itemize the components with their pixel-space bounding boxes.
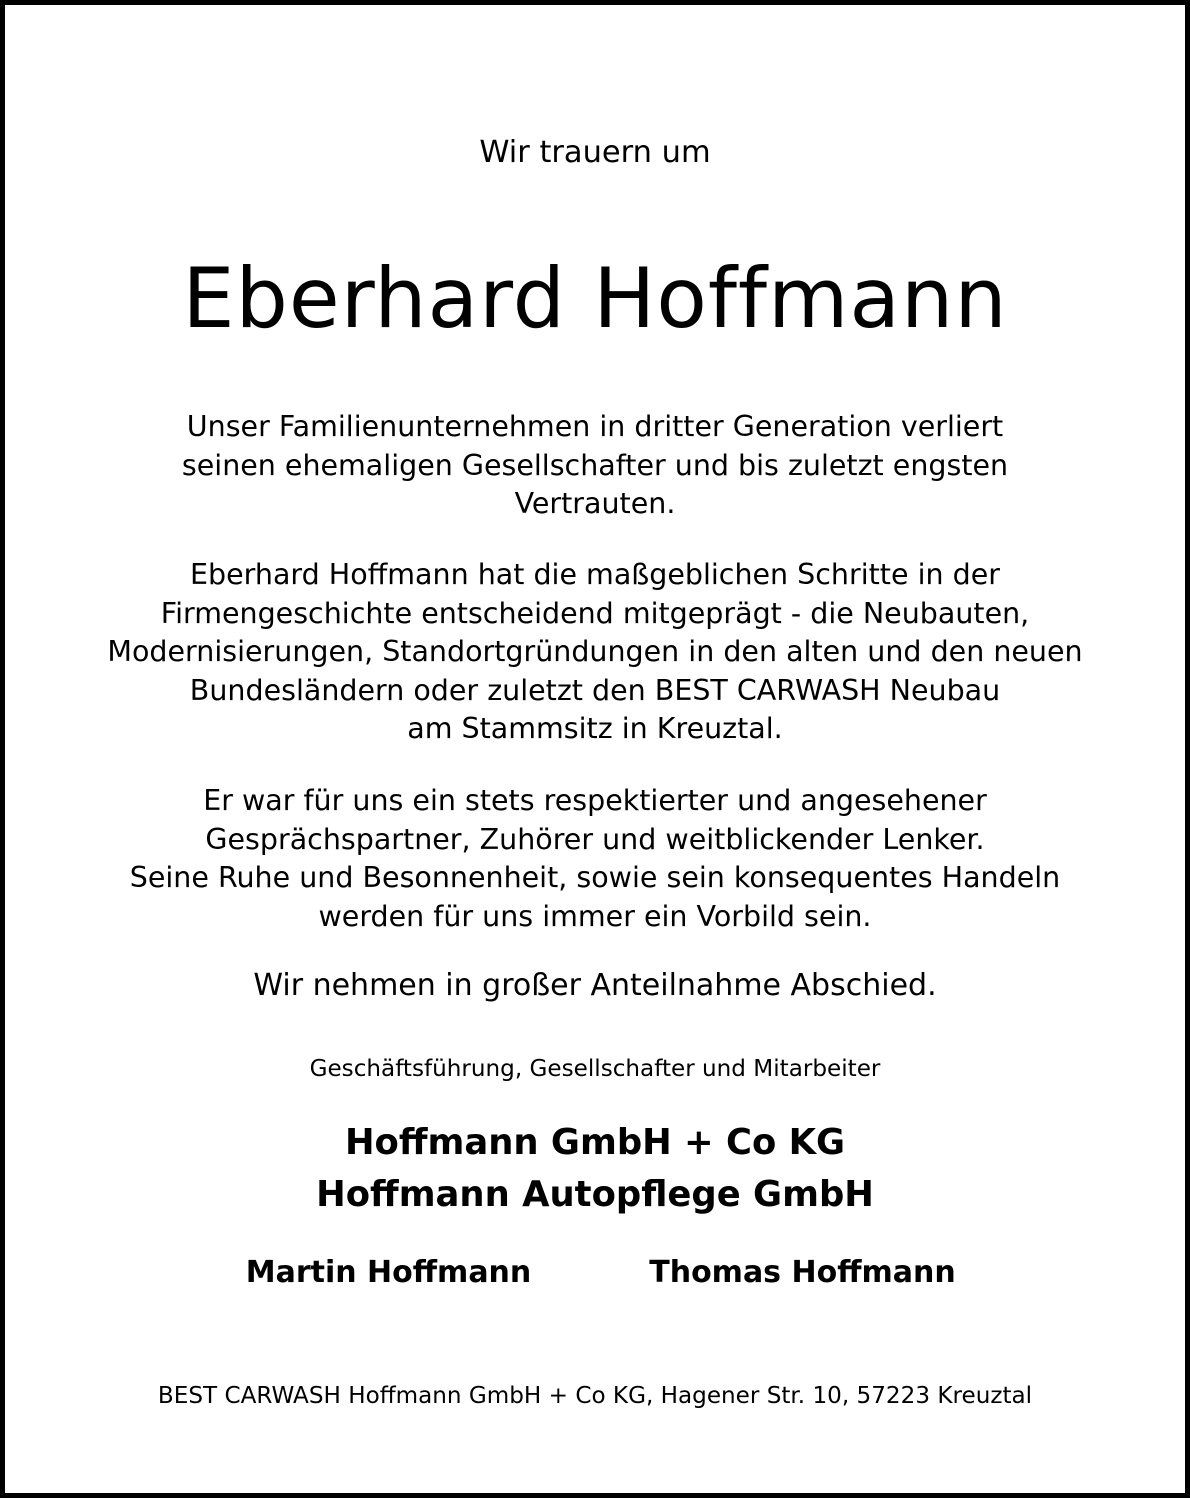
paragraph-1 xyxy=(5,408,1185,524)
paragraph-line: Modernisierungen, Standortgründungen in den alten und den neuen xyxy=(107,635,1083,668)
paragraph-2 xyxy=(5,556,1185,749)
paragraph-line: Gesprächspartner, Zuhörer und weitblickender Lenker. xyxy=(205,822,985,856)
paragraph-line: werden für uns immer ein Vorbild sein. xyxy=(318,899,872,933)
paragraph-line: seinen ehemaligen Gesellschafter und bis zuletzt engsten xyxy=(181,448,1009,482)
intro-text: Wir trauern um xyxy=(479,135,711,170)
company-name: Hoffmann GmbH + Co KG xyxy=(344,1122,846,1163)
company-address: BEST CARWASH Hoffmann GmbH + Co KG, Hagener Str. 10, 57223 Kreuztal xyxy=(157,1383,1033,1409)
person-name: Thomas Hoffmann xyxy=(649,1255,956,1290)
paragraph-line: Unser Familienunternehmen in dritter Generation verliert xyxy=(186,410,1004,443)
paragraph-4 xyxy=(5,967,1185,1006)
deceased-name: Eberhard Hoffmann xyxy=(182,251,1008,347)
paragraph-line: Eberhard Hoffmann hat die maßgeblichen Schritte in der xyxy=(190,558,1000,591)
paragraph-line: Vertrauten. xyxy=(514,487,676,520)
company-name: Hoffmann Autopflege GmbH xyxy=(316,1174,874,1215)
person-name: Martin Hoffmann xyxy=(245,1255,532,1290)
paragraph-3 xyxy=(5,782,1185,936)
paragraph-line: Bundesländern oder zuletzt den BEST CARWASH Neubau xyxy=(189,673,1001,707)
paragraph-line: Wir nehmen in großer Anteilnahme Abschied. xyxy=(253,968,937,1003)
paragraph-line: Er war für uns ein stets respektierter und angesehener xyxy=(203,784,987,817)
paragraph-line: Firmengeschichte entscheidend mitgeprägt - die Neubauten, xyxy=(160,596,1030,630)
paragraph-line: Seine Ruhe und Besonnenheit, sowie sein konsequentes Handeln xyxy=(129,861,1061,894)
signers-line: Geschäftsführung, Gesellschafter und Mitarbeiter xyxy=(309,1056,881,1082)
paragraph-line: am Stammsitz in Kreuztal. xyxy=(407,712,783,745)
